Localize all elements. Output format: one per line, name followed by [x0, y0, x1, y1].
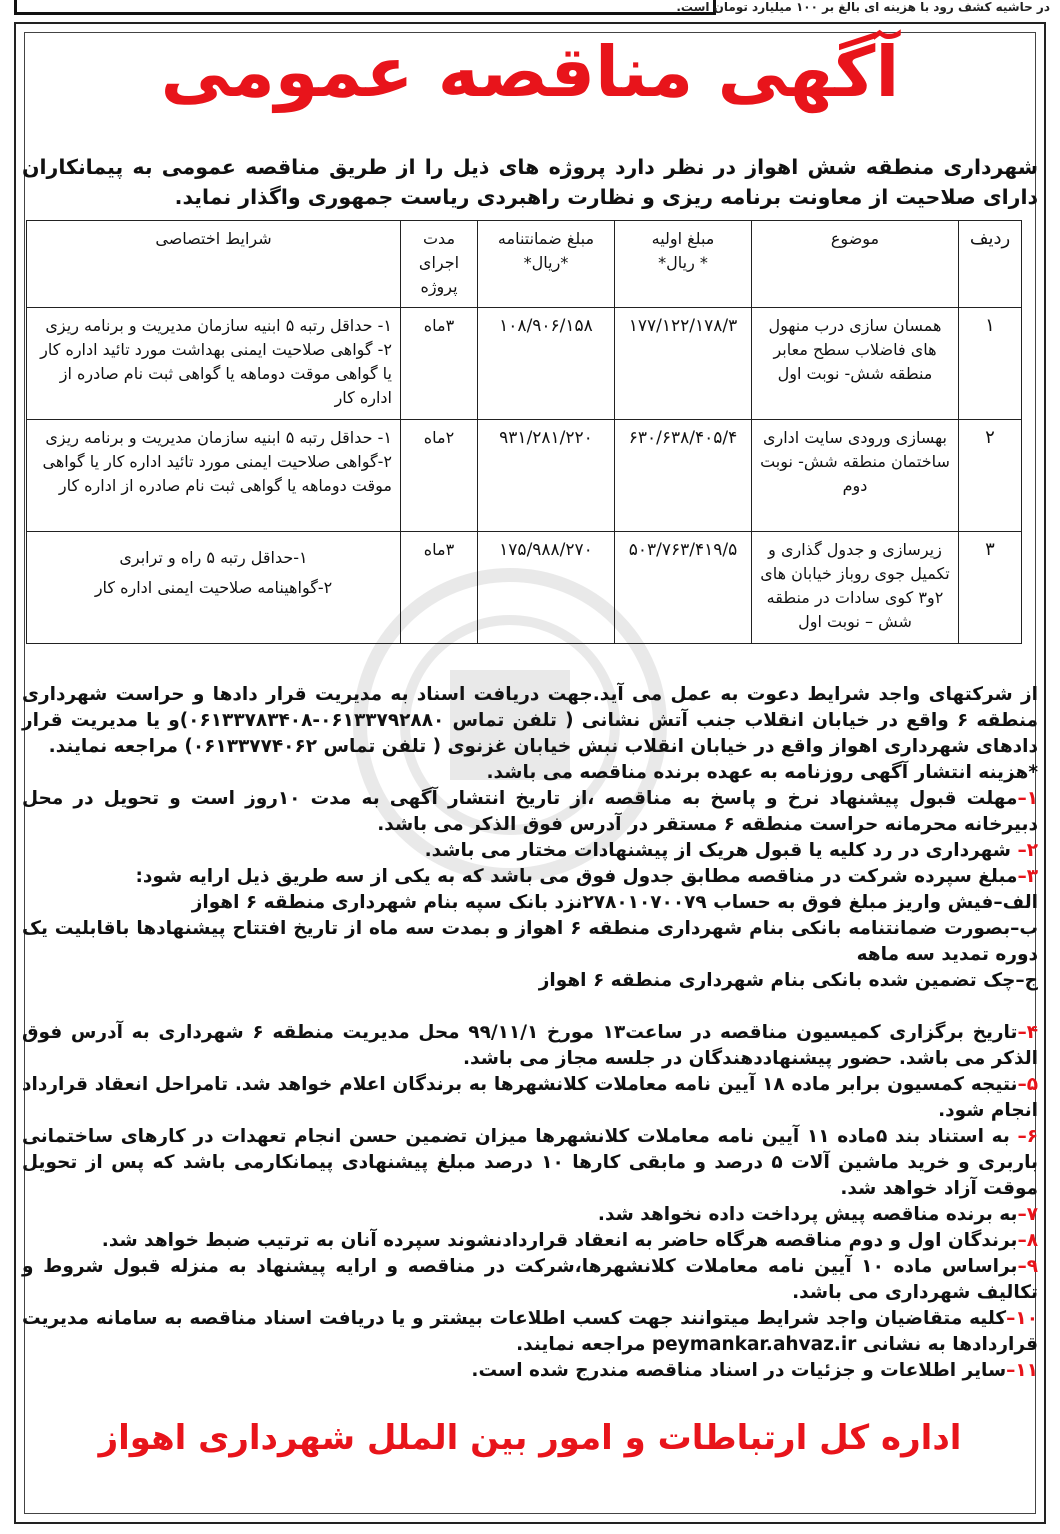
list-item [22, 1358, 1038, 1384]
table-header-row [27, 221, 1022, 308]
header-subject: موضوع [752, 221, 959, 308]
footer-signature: اداره کل ارتباطات و امور بین الملل شهرداری اهواز [98, 1418, 962, 1458]
paragraph: از شرکتهای واجد شرایط دعوت به عمل می آید.جهت دریافت اسناد به مدیریت قرار دادها و حراست شهرداری منطقه ۶ واقع در خیابان انقلاب جنب آتش نشانی ( تلفن تماس ۰۶۱۳۳۷۹۲۸۸۰-۰۶۱۳۳۷۸۳۴۰۸)و یا مدیریت قرار دادهای شهرداری اهواز واقع در خیابان انقلاب نبش خیابان غزنوی ( تلفن تماس ۰۶۱۳۳۷۷۴۰۶۲) مراجعه نمایند. [22, 684, 1038, 757]
header-initial-unit: * ریال* [658, 253, 708, 272]
item-text: به استناد بند ۵ماده ۱۱ آیین نامه معاملات کلانشهرها میزان تضمین حسن انجام تعهدات در کارهای ساختمانی باربری و خرید ماشین آلات ۵ درصد و مابقی کارها ۱۰ درصد مبلغ پیشنهادی پیمانکارمی باشد که پس از تحویل موقت آزاد خواهد شد. [22, 1126, 1038, 1199]
cell-row: ۳ [959, 532, 1022, 644]
header-guarantee [478, 221, 615, 308]
list-item [22, 864, 1038, 890]
cell-initial: ۱۷۷/۱۲۲/۱۷۸/۳ [615, 308, 752, 420]
item-text: به برنده مناقصه پیش پرداخت داده نخواهد شد. [597, 1204, 1018, 1225]
list-item [22, 1072, 1038, 1124]
item-text: برندگان اول و دوم مناقصه هرگاه حاضر به انعقاد قراردادنشوند سپرده آنان به ترتیب ضبط خواهد شد. [101, 1230, 1018, 1251]
item-number: ۳– [1017, 866, 1038, 887]
sub-item: ب–بصورت ضمانتنامه بانکی بنام شهرداری منطقه ۶ اهواز و بمدت سه ماه از تاریخ افتتاح پیشنهادها باقابلیت یک دوره تمدید سه ماهه [22, 918, 1038, 965]
cell-row: ۲ [959, 420, 1022, 532]
condition-line: ۲-گواهینامه صلاحیت ایمنی اداره کار [94, 578, 333, 597]
condition-line: ۱-حداقل رتبه ۵ راه و ترابری [119, 548, 308, 567]
item-text: مهلت قبول پیشنهاد نرخ و پاسخ به مناقصه ،از تاریخ انتشار آگهی به مدت ۱۰روز است و تحویل در محل دبیرخانه محرمانه حراست منطقه ۶ مستقر در آدرس فوق الذکر می باشد. [22, 788, 1038, 835]
item-number: ۱– [1017, 788, 1039, 809]
intro-text: شهرداری منطقه شش اهواز در نظر دارد پروژه های ذیل را از طریق مناقصه عمومی به پیمانکاران دارای صلاحیت از معاونت برنامه ریزی و نظارت راهبردی ریاست جمهوری واگذار نماید. [22, 155, 1038, 209]
list-item [22, 1020, 1038, 1072]
item-number: ۹– [1017, 1256, 1038, 1277]
cell-conditions: ۱- حداقل رتبه ۵ ابنیه سازمان مدیریت و برنامه ریزی ۲-گواهی صلاحیت ایمنی مورد تائید اداره کار یا گواهی موقت دوماهه یا گواهی ثبت نام صادره از اداره کار [27, 420, 401, 532]
item-number: ۸– [1017, 1230, 1038, 1251]
table-row [27, 532, 1022, 644]
header-initial [615, 221, 752, 308]
item-text: کلیه متقاضیان واجد شرایط میتوانند جهت کسب اطلاعات بیشتر و یا دریافت اسناد مناقصه به سامانه مدیریت قراردادها به نشانی peymankar.ahvaz.ir مراجعه نمایند. [22, 1308, 1038, 1355]
page-title: آگهی مناقصه عمومی [160, 31, 900, 113]
item-text: تاریخ برگزاری کمیسیون مناقصه در ساعت۱۳ مورخ ۹۹/۱۱/۱ محل مدیریت منطقه ۶ شهرداری به آدرس فوق الذکر می باشد. حضور پیشنهاددهندگان در جلسه مجاز می باشد. [22, 1022, 1038, 1069]
list-item [22, 838, 1038, 864]
cell-row: ۱ [959, 308, 1022, 420]
list-item [22, 1124, 1038, 1202]
top-box [14, 0, 716, 15]
item-text: شهرداری در رد کلیه یا قبول هریک از پیشنهادات مختار می باشد. [424, 840, 1018, 861]
item-text: سایر اطلاعات و جزئیات در اسناد مناقصه مندرج شده است. [471, 1360, 1007, 1381]
cell-conditions [27, 532, 401, 644]
cell-subject: بهسازی ورودی سایت اداری ساختمان منطقه شش- نوبت دوم [752, 420, 959, 532]
cell-subject: زیرسازی و جدول گذاری و تکمیل جوی روباز خیابان های ۲و۳ کوی سادات در منطقه شش – نوبت اول [752, 532, 959, 644]
item-number: ۱۰– [1006, 1308, 1038, 1329]
tender-table [26, 220, 1022, 644]
header-conditions: شرایط اختصاصی [27, 221, 401, 308]
list-item [22, 1202, 1038, 1228]
cell-subject: همسان سازی درب منهول های فاضلاب سطح معابر منطقه شش- نوبت اول [752, 308, 959, 420]
header-duration: مدت اجرای پروژه [401, 221, 478, 308]
cell-initial: ۵۰۳/۷۶۳/۴۱۹/۵ [615, 532, 752, 644]
item-number: ۵– [1017, 1074, 1038, 1095]
item-number: ۴– [1017, 1022, 1038, 1043]
item-text: براساس ماده ۱۰ آیین نامه معاملات کلانشهرها،شرکت در مناقصه و ارایه پیشنهاد به منزله قبول شروط و تکالیف شهرداری می باشد. [22, 1256, 1038, 1303]
list-item [22, 1254, 1038, 1306]
paragraph: *هزینه انتشار آگهی روزنامه به عهده برنده مناقصه می باشد. [486, 762, 1038, 783]
cell-guarantee: ۱۰۸/۹۰۶/۱۵۸ [478, 308, 615, 420]
ad-body [22, 682, 1038, 1384]
sub-item: ج–چک تضمین شده بانکی بنام شهرداری منطقه ۶ اهواز [538, 970, 1038, 991]
table-row [27, 308, 1022, 420]
header-row: ردیف [959, 221, 1022, 308]
cell-initial: ۶۳۰/۶۳۸/۴۰۵/۴ [615, 420, 752, 532]
list-item [22, 786, 1038, 838]
cell-guarantee: ۱۷۵/۹۸۸/۲۷۰ [478, 532, 615, 644]
item-text: مبلغ سپرده شرکت در مناقصه مطابق جدول فوق می باشد که به یکی از سه طریق ذیل ارایه شود: [135, 866, 1018, 887]
item-number: ۶– [1017, 1126, 1038, 1147]
table-row [27, 420, 1022, 532]
header-initial-label: مبلغ اولیه [651, 229, 715, 248]
top-strip [0, 0, 1060, 22]
item-number: ۷– [1017, 1204, 1038, 1225]
item-number: ۱۱– [1006, 1360, 1038, 1381]
spacer [22, 994, 1038, 1020]
header-guarantee-unit: *ریال* [523, 253, 569, 272]
list-item [22, 1306, 1038, 1358]
header-guarantee-label: مبلغ ضمانتنامه [497, 229, 595, 248]
sub-item: الف–فیش واریز مبلغ فوق به حساب ۲۷۸۰۱۰۷۰۰۷۹نزد بانک سپه بنام شهرداری منطقه ۶ اهواز [191, 892, 1038, 913]
cell-duration: ۳ماه [401, 308, 478, 420]
item-text: نتیجه کمسیون برابر ماده ۱۸ آیین نامه معاملات کلانشهرها به برندگان اعلام خواهد شد. تامراحل انعقاد قرارداد انجام شود. [22, 1074, 1038, 1121]
cell-duration: ۲ماه [401, 420, 478, 532]
item-number: ۲– [1017, 840, 1038, 861]
top-snippet: در حاشیه کشف رود با هزینه ای بالغ بر ۱۰۰ میلیارد تومان است. [676, 0, 1050, 14]
list-item [22, 1228, 1038, 1254]
cell-conditions: ۱- حداقل رتبه ۵ ابنیه سازمان مدیریت و برنامه ریزی ۲- گواهی صلاحیت ایمنی بهداشت مورد تائید اداره کار یا گواهی موقت دوماهه یا گواهی ثبت نام صادره از اداره کار [27, 308, 401, 420]
cell-guarantee: ۹۳۱/۲۸۱/۲۲۰ [478, 420, 615, 532]
cell-duration: ۳ماه [401, 532, 478, 644]
